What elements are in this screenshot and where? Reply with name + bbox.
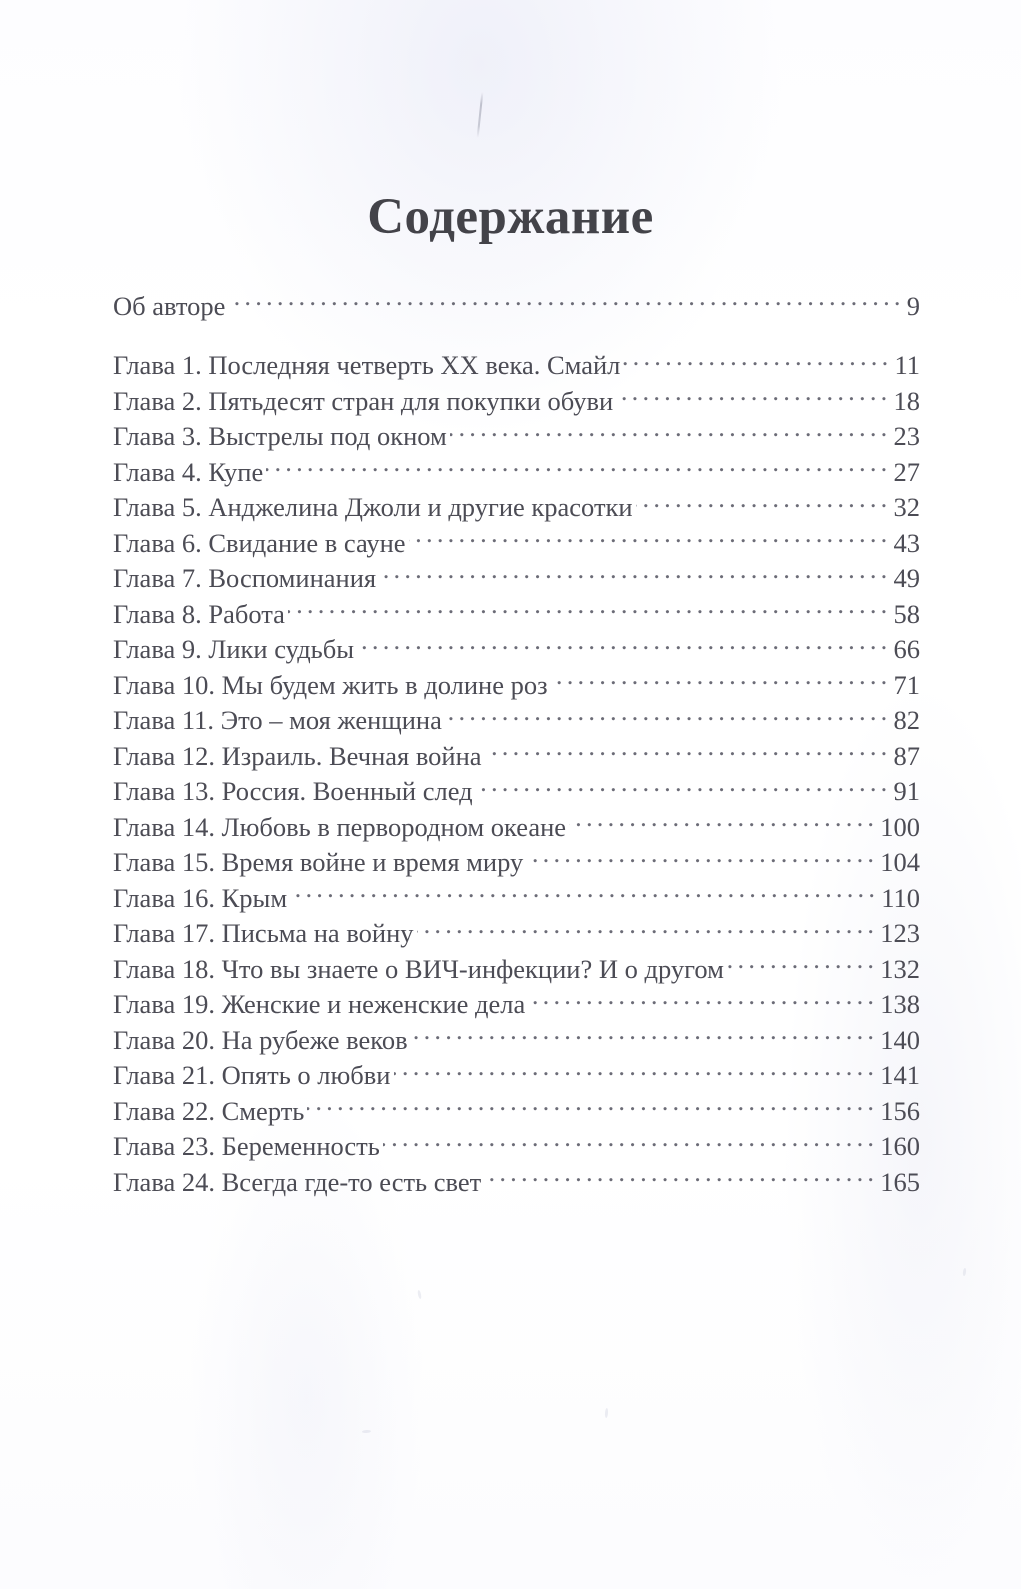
toc-entry-label: Глава 10. Мы будем жить в долине роз: [113, 669, 548, 700]
toc-entry[interactable]: [113, 1022, 920, 1058]
toc-entry-label: Глава 2. Пятьдесят стран для покупки обуви: [113, 385, 614, 416]
toc-dot-leader: [379, 561, 891, 588]
toc-entry-label: Глава 11. Это – моя женщина: [113, 705, 442, 735]
toc-entry[interactable]: [113, 951, 920, 987]
toc-dot-leader: [623, 348, 892, 375]
toc-dot-leader: [411, 1022, 879, 1049]
toc-entry-label: Глава 3. Выстрелы под окном: [113, 421, 447, 451]
toc-dot-leader: [450, 419, 892, 446]
toc-entry-page-number: 165: [880, 1166, 920, 1197]
toc-entry[interactable]: [113, 288, 920, 324]
table-of-contents-list: [113, 288, 920, 1200]
toc-entry-label: Глава 6. Свидание в сауне: [113, 527, 406, 558]
toc-entry[interactable]: [113, 703, 920, 739]
toc-entry-label: Глава 19. Женские и неженские дела: [113, 989, 526, 1019]
toc-entry[interactable]: [113, 1058, 920, 1094]
toc-entry-label: Глава 22. Смерть: [113, 1095, 305, 1126]
toc-entry-label: Об авторе: [113, 290, 226, 321]
toc-entry-label: Глава 17. Письма на войну: [113, 918, 414, 948]
toc-entry-page-number: 27: [893, 456, 920, 487]
toc-entry-label: Глава 7. Воспоминания: [113, 563, 377, 593]
toc-entry-page-number: 18: [893, 385, 920, 416]
toc-entry-page-number: 104: [880, 847, 920, 877]
toc-dot-leader: [417, 916, 879, 943]
toc-entry[interactable]: [113, 490, 920, 526]
toc-entry-label: Глава 20. На рубеже веков: [113, 1024, 408, 1055]
scan-artifact-speck: [605, 1408, 609, 1418]
toc-dot-leader: [616, 383, 891, 410]
toc-entry-page-number: 32: [893, 492, 920, 522]
toc-entry-page-number: 160: [880, 1131, 920, 1161]
toc-dot-leader: [288, 596, 892, 623]
toc-entry[interactable]: [113, 348, 920, 384]
toc-dot-leader: [476, 774, 892, 801]
toc-entry-label: Глава 5. Анджелина Джоли и другие красотки: [113, 492, 633, 522]
toc-dot-leader: [445, 703, 892, 730]
toc-dot-leader: [266, 454, 891, 481]
toc-dot-leader: [409, 525, 892, 552]
toc-entry[interactable]: [113, 809, 920, 845]
toc-entry[interactable]: [113, 419, 920, 455]
toc-entry-page-number: 43: [893, 527, 920, 558]
toc-entry[interactable]: [113, 1129, 920, 1165]
toc-entry-page-number: 100: [880, 811, 920, 842]
toc-entry-page-number: 91: [893, 776, 920, 806]
toc-dot-leader: [485, 738, 892, 765]
toc-entry-page-number: 9: [906, 290, 920, 321]
toc-entry-label: Глава 4. Купе: [113, 456, 264, 487]
toc-entry[interactable]: [113, 632, 920, 668]
toc-dot-leader: [727, 951, 878, 978]
scan-artifact-speck: [962, 1268, 966, 1276]
toc-dot-leader: [290, 880, 879, 907]
toc-entry[interactable]: [113, 383, 920, 419]
toc-entry[interactable]: [113, 987, 920, 1023]
toc-dot-leader: [307, 1093, 878, 1120]
scan-artifact-speck: [362, 1430, 371, 1434]
toc-entry[interactable]: [113, 845, 920, 881]
toc-dot-leader: [383, 1129, 878, 1156]
toc-entry[interactable]: [113, 667, 920, 703]
toc-entry[interactable]: [113, 525, 920, 561]
toc-entry-page-number: 82: [893, 705, 920, 735]
scan-artifact-pencil-mark: [477, 92, 484, 138]
toc-entry[interactable]: [113, 738, 920, 774]
toc-entry-page-number: 138: [880, 989, 920, 1019]
toc-entry-label: Глава 9. Лики судьбы: [113, 634, 355, 664]
toc-entry-page-number: 49: [893, 563, 920, 593]
toc-dot-leader: [526, 845, 878, 872]
toc-entry-page-number: 110: [881, 882, 920, 913]
toc-entry[interactable]: [113, 454, 920, 490]
toc-entry-page-number: 123: [880, 918, 920, 948]
toc-entry-page-number: 23: [893, 421, 920, 451]
toc-dot-leader: [551, 667, 892, 694]
toc-entry-label: Глава 1. Последняя четверть XX века. Смайл: [113, 350, 621, 380]
toc-entry-label: Глава 16. Крым: [113, 882, 288, 913]
toc-dot-leader: [357, 632, 891, 659]
toc-entry-label: Глава 24. Всегда где-то есть свет: [113, 1166, 482, 1197]
toc-entry-page-number: 140: [880, 1024, 920, 1055]
toc-entry-page-number: 58: [893, 598, 920, 629]
toc-entry-page-number: 156: [880, 1095, 920, 1126]
toc-dot-leader: [484, 1164, 878, 1191]
toc-entry[interactable]: [113, 880, 920, 916]
scan-artifact-speck: [417, 1290, 422, 1299]
toc-entry[interactable]: [113, 1164, 920, 1200]
toc-entry[interactable]: [113, 596, 920, 632]
toc-dot-leader: [394, 1058, 879, 1085]
toc-entry-label: Глава 23. Беременность: [113, 1131, 380, 1161]
toc-entry-label: Глава 12. Израиль. Вечная война: [113, 740, 482, 771]
toc-entry-page-number: 11: [894, 350, 920, 380]
page-title: Содержание: [367, 189, 654, 246]
toc-entry-label: Глава 13. Россия. Военный след: [113, 776, 473, 806]
toc-entry-label: Глава 15. Время войне и время миру: [113, 847, 524, 877]
toc-dot-leader: [636, 490, 892, 517]
toc-entry-label: Глава 21. Опять о любви: [113, 1060, 391, 1090]
toc-entry-page-number: 71: [893, 669, 920, 700]
toc-entry-page-number: 132: [880, 953, 920, 984]
toc-entry[interactable]: [113, 774, 920, 810]
toc-entry-page-number: 66: [893, 634, 920, 664]
toc-entry-page-number: 87: [893, 740, 920, 771]
toc-entry[interactable]: [113, 1093, 920, 1129]
toc-entry-label: Глава 14. Любовь в первородном океане: [113, 811, 567, 842]
toc-entry[interactable]: [113, 916, 920, 952]
toc-dot-leader: [228, 288, 904, 315]
toc-entry-label: Глава 8. Работа: [113, 598, 285, 629]
toc-dot-leader: [528, 987, 878, 1014]
toc-entry-label: Глава 18. Что вы знаете о ВИЧ-инфекции? И о другом: [113, 953, 724, 984]
toc-entry[interactable]: [113, 561, 920, 597]
toc-entry-page-number: 141: [880, 1060, 920, 1090]
toc-dot-leader: [569, 809, 878, 836]
